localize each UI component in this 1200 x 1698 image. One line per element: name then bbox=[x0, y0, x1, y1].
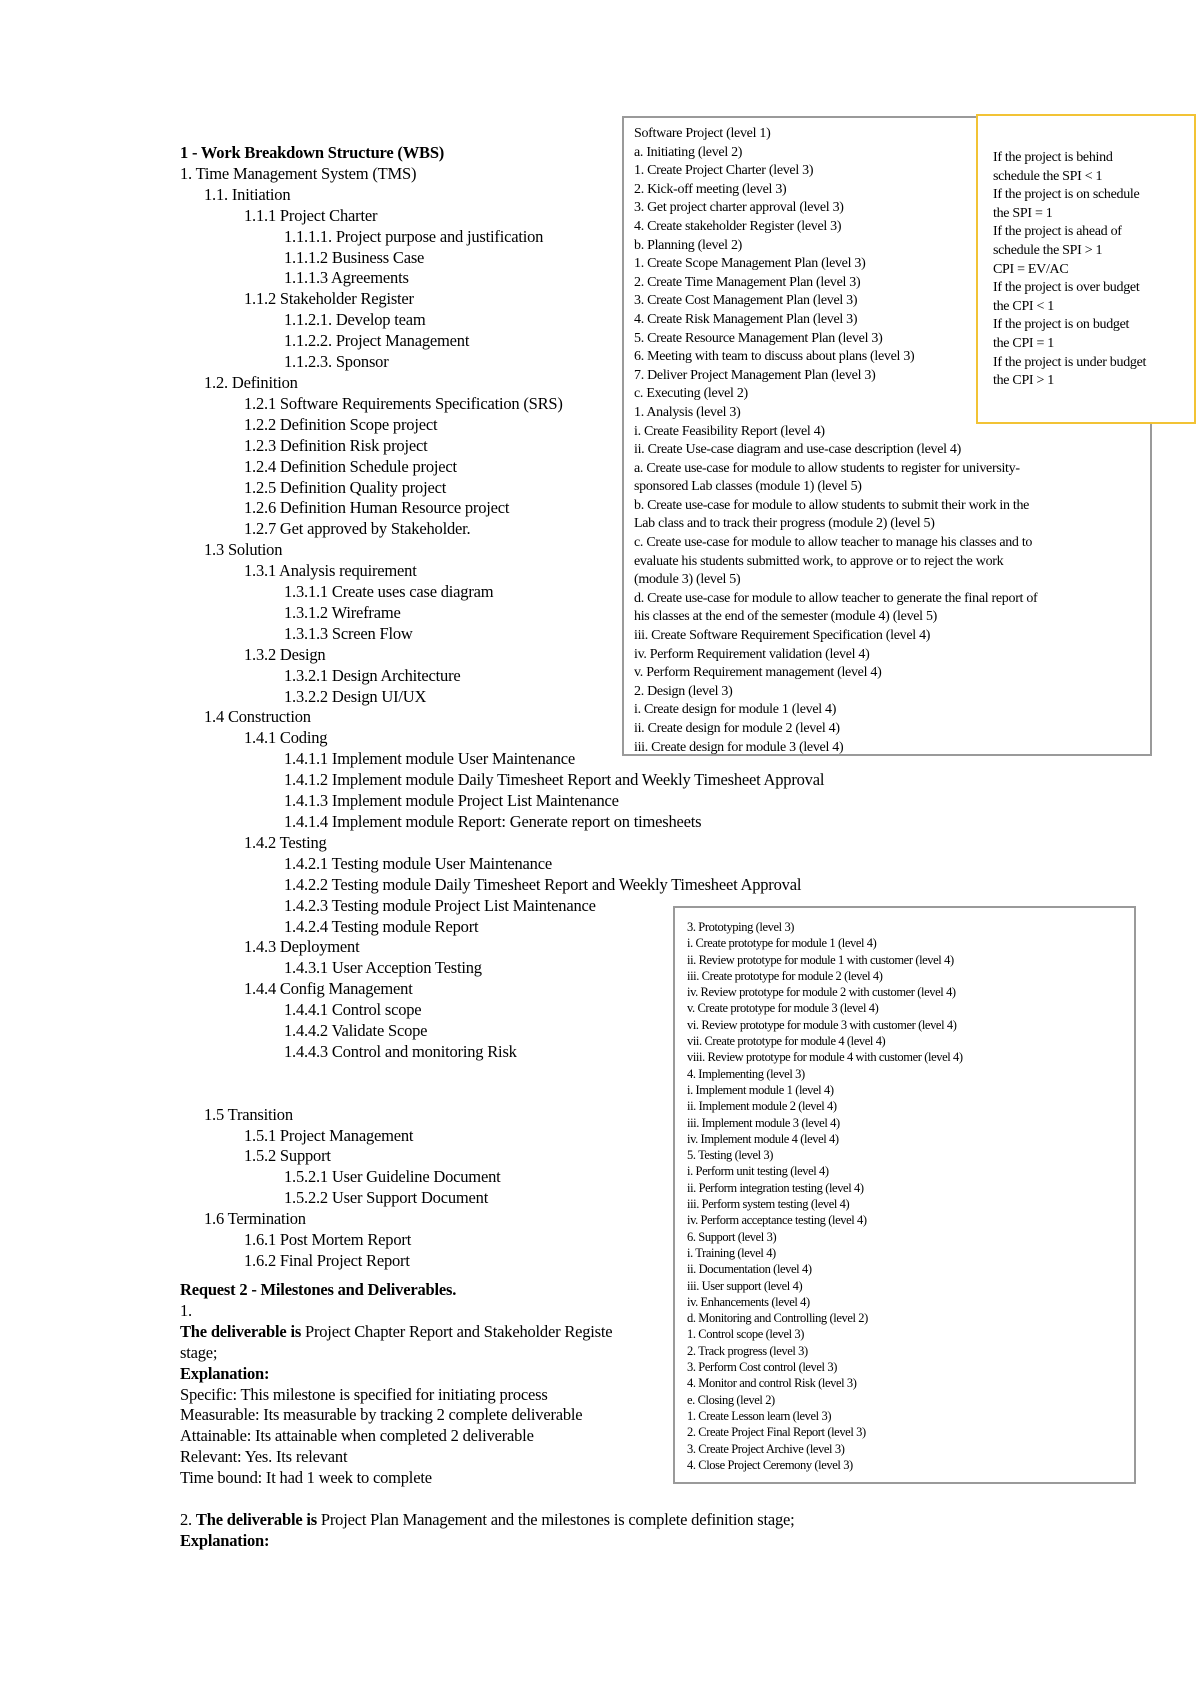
item1-bold-label: The deliverable is bbox=[180, 1321, 302, 1341]
textbox-line: iv. Implement module 4 (level 4) bbox=[687, 1131, 839, 1146]
textbox-line: c. Create use-case for module to allow teacher to manage his classes and to bbox=[634, 535, 1033, 551]
wbs-line: 1.2.2 Definition Scope project bbox=[244, 414, 438, 434]
textbox-line: the CPI > 1 bbox=[993, 373, 1054, 389]
explanation-label: Explanation: bbox=[180, 1363, 270, 1383]
textbox-line: 6. Meeting with team to discuss about plans (level 3) bbox=[634, 349, 915, 365]
wbs-line: 1.5.2.1 User Guideline Document bbox=[284, 1167, 501, 1187]
request2-item1-number: 1. bbox=[180, 1300, 192, 1320]
textbox-line: i. Training (level 4) bbox=[687, 1245, 776, 1260]
wbs-line: 1.4.3.1 User Acception Testing bbox=[284, 958, 482, 978]
textbox-line: his classes at the end of the semester (module 4) (level 5) bbox=[634, 609, 938, 625]
explanation2-label: Explanation: bbox=[180, 1530, 270, 1550]
textbox-line: i. Create Feasibility Report (level 4) bbox=[634, 423, 825, 439]
textbox-line: If the project is on budget bbox=[993, 317, 1130, 333]
textbox-line: 1. Analysis (level 3) bbox=[634, 404, 741, 420]
wbs-line: 1.1.1.1. Project purpose and justification bbox=[284, 226, 544, 246]
wbs-line: 1.3.1.1 Create uses case diagram bbox=[284, 582, 494, 602]
explanation-line: Relevant: Yes. Its relevant bbox=[180, 1447, 348, 1467]
textbox-line: v. Create prototype for module 3 (level 4) bbox=[687, 1001, 879, 1016]
textbox-line: iii. Implement module 3 (level 4) bbox=[687, 1115, 840, 1130]
wbs-line: 1.2. Definition bbox=[204, 372, 298, 392]
wbs-line: 1.2.4 Definition Schedule project bbox=[244, 456, 457, 476]
wbs-line: 1.5.2.2 User Support Document bbox=[284, 1188, 489, 1208]
wbs-line: 1.4.3 Deployment bbox=[244, 937, 360, 957]
textbox-line: a. Initiating (level 2) bbox=[634, 144, 743, 160]
textbox-line: b. Create use-case for module to allow students to submit their work in the bbox=[634, 497, 1030, 513]
textbox-line: i. Create design for module 1 (level 4) bbox=[634, 702, 837, 718]
wbs-line: 1.4.2.2 Testing module Daily Timesheet Report and Weekly Timesheet Approval bbox=[284, 874, 802, 894]
textbox-line: the SPI = 1 bbox=[993, 205, 1053, 221]
wbs-line: 1.1.1 Project Charter bbox=[244, 205, 378, 225]
wbs-line: 1.1.1.3 Agreements bbox=[284, 268, 409, 288]
wbs-line: 1.4 Construction bbox=[204, 707, 311, 727]
wbs-line: 1.4.4 Config Management bbox=[244, 979, 413, 999]
textbox-line: d. Create use-case for module to allow teacher to generate the final report of bbox=[634, 590, 1038, 606]
textbox-line: iv. Enhancements (level 4) bbox=[687, 1294, 810, 1309]
textbox-line: the CPI = 1 bbox=[993, 335, 1054, 351]
textbox-line: 3. Create Cost Management Plan (level 3) bbox=[634, 293, 858, 309]
textbox-line: evaluate his students submitted work, to approve or to reject the work bbox=[634, 553, 1004, 569]
wbs-line: 1.3.1.2 Wireframe bbox=[284, 602, 401, 622]
spi-cpi-list bbox=[993, 149, 1182, 391]
request2-item2 bbox=[180, 1510, 1080, 1531]
textbox-line: 4. Create Risk Management Plan (level 3) bbox=[634, 311, 858, 327]
textbox-line: 7. Deliver Project Management Plan (level 3) bbox=[634, 367, 876, 383]
textbox-line: iv. Review prototype for module 2 with customer (level 4) bbox=[687, 985, 956, 1000]
wbs-heading: 1 - Work Breakdown Structure (WBS) bbox=[180, 143, 445, 162]
textbox-line: 3. Create Project Archive (level 3) bbox=[687, 1441, 845, 1456]
textbox-line: If the project is over budget bbox=[993, 280, 1140, 296]
textbox-line: i. Perform unit testing (level 4) bbox=[687, 1164, 829, 1179]
wbs-line: 1.4.4.2 Validate Scope bbox=[284, 1021, 428, 1041]
explanation-line: Specific: This milestone is specified for initiating process bbox=[180, 1384, 548, 1404]
textbox-line: ii. Documentation (level 4) bbox=[687, 1262, 812, 1277]
item2-text: Project Plan Management and the milestones is complete definition stage; bbox=[316, 1509, 795, 1529]
textbox-line: ii. Create design for module 2 (level 4) bbox=[634, 721, 840, 736]
textbox-line: i. Create prototype for module 1 (level 4) bbox=[687, 936, 877, 951]
textbox-line: 2. Create Time Management Plan (level 3) bbox=[634, 274, 861, 290]
textbox-line: d. Monitoring and Controlling (level 2) bbox=[687, 1311, 868, 1326]
wbs-line: 1.2.3 Definition Risk project bbox=[244, 435, 428, 455]
textbox-line: iii. Create design for module 3 (level 4) bbox=[634, 739, 844, 755]
textbox-line: 1. Control scope (level 3) bbox=[687, 1327, 804, 1342]
textbox-line: 2. Create Project Final Report (level 3) bbox=[687, 1425, 866, 1440]
wbs-line: 1.3.1.3 Screen Flow bbox=[284, 623, 413, 643]
textbox-line: 2. Design (level 3) bbox=[634, 683, 733, 699]
textbox-line: 2. Kick-off meeting (level 3) bbox=[634, 181, 787, 197]
wbs-line: 1.4.4.1 Control scope bbox=[284, 1000, 422, 1020]
item2-bold-label: The deliverable is bbox=[195, 1509, 317, 1529]
wbs-line: 1.2.1 Software Requirements Specification (SRS) bbox=[244, 393, 563, 413]
wbs-line: 1.4.2 Testing bbox=[244, 832, 327, 852]
textbox-line: 4. Create stakeholder Register (level 3) bbox=[634, 218, 842, 234]
wbs-line: 1.6 Termination bbox=[204, 1209, 306, 1229]
wbs-line: 1.3 Solution bbox=[204, 540, 283, 560]
wbs-line: 1.1. Initiation bbox=[204, 184, 291, 204]
textbox-line: 4. Implementing (level 3) bbox=[687, 1066, 805, 1081]
spacer bbox=[180, 1489, 1080, 1510]
textbox-line: 6. Support (level 3) bbox=[687, 1229, 777, 1244]
textbox-line: 3. Prototyping (level 3) bbox=[687, 920, 795, 934]
explanation-line: Time bound: It had 1 week to complete bbox=[180, 1468, 432, 1488]
wbs-line: 1.5.1 Project Management bbox=[244, 1125, 414, 1145]
textbox-line: Lab class and to track their progress (module 2) (level 5) bbox=[634, 516, 935, 532]
textbox-line: ii. Implement module 2 (level 4) bbox=[687, 1099, 837, 1114]
textbox-line: 3. Get project charter approval (level 3) bbox=[634, 200, 844, 216]
textbox-line: the CPI < 1 bbox=[993, 298, 1054, 314]
wbs-line: 1.4.2.1 Testing module User Maintenance bbox=[284, 853, 552, 873]
textbox-line: a. Create use-case for module to allow students to register for university- bbox=[634, 460, 1020, 476]
textbox-line: sponsored Lab classes (module 1) (level 5) bbox=[634, 479, 862, 495]
wbs-line: 1.3.2.1 Design Architecture bbox=[284, 665, 461, 685]
textbox-line: 1. Create Scope Management Plan (level 3) bbox=[634, 256, 866, 272]
wbs-levels-continued-list bbox=[687, 919, 1122, 1473]
textbox-line: If the project is under budget bbox=[993, 354, 1147, 370]
textbox-line: vi. Review prototype for module 3 with customer (level 4) bbox=[687, 1017, 957, 1032]
wbs-line: 1.4.4.3 Control and monitoring Risk bbox=[284, 1041, 517, 1061]
wbs-line: 1.1.2 Stakeholder Register bbox=[244, 289, 414, 309]
wbs-line: 1.3.2.2 Design UI/UX bbox=[284, 686, 427, 706]
wbs-line: 1.4.2.3 Testing module Project List Maintenance bbox=[284, 895, 596, 915]
textbox-line: ii. Review prototype for module 1 with customer (level 4) bbox=[687, 952, 954, 967]
textbox-line: iii. User support (level 4) bbox=[687, 1278, 803, 1293]
wbs-line: 1.4.1.4 Implement module Report: Generate report on timesheets bbox=[284, 812, 702, 831]
explanation-line: Measurable: Its measurable by tracking 2 complete deliverable bbox=[180, 1405, 583, 1425]
wbs-line: 1.2.7 Get approved by Stakeholder. bbox=[244, 519, 471, 539]
textbox-line: vii. Create prototype for module 4 (level 4) bbox=[687, 1034, 886, 1049]
request2-item1-cont: stage; bbox=[180, 1342, 218, 1362]
textbox-line: i. Implement module 1 (level 4) bbox=[687, 1082, 834, 1097]
textbox-line: iv. Perform Requirement validation (level 4) bbox=[634, 646, 870, 662]
textbox-line: v. Perform Requirement management (level 4) bbox=[634, 665, 882, 681]
wbs-line: 1.4.1.1 Implement module User Maintenance bbox=[284, 749, 576, 769]
wbs-line: 1.4.1 Coding bbox=[244, 728, 328, 748]
textbox-line: ii. Perform integration testing (level 4) bbox=[687, 1180, 864, 1195]
wbs-line: 1.1.2.2. Project Management bbox=[284, 331, 470, 351]
wbs-line: 1.5.2 Support bbox=[244, 1146, 331, 1166]
wbs-line: 1.5 Transition bbox=[204, 1104, 293, 1124]
textbox-line: iii. Perform system testing (level 4) bbox=[687, 1197, 850, 1212]
textbox-line: Software Project (level 1) bbox=[634, 126, 771, 141]
wbs-levels-continued-textbox bbox=[673, 906, 1136, 1484]
textbox-line: If the project is behind bbox=[993, 150, 1113, 165]
textbox-line: 2. Track progress (level 3) bbox=[687, 1343, 808, 1358]
textbox-line: 1. Create Project Charter (level 3) bbox=[634, 163, 814, 179]
spi-cpi-textbox bbox=[976, 114, 1196, 424]
wbs-line: 1.4.1.3 Implement module Project List Maintenance bbox=[284, 791, 619, 811]
wbs-line: 1.1.2.3. Sponsor bbox=[284, 352, 389, 372]
textbox-line: 4. Close Project Ceremony (level 3) bbox=[687, 1457, 853, 1472]
item1-text: Project Chapter Report and Stakeholder Registe bbox=[301, 1321, 613, 1341]
textbox-line: 3. Perform Cost control (level 3) bbox=[687, 1360, 837, 1375]
textbox-line: schedule the SPI < 1 bbox=[993, 168, 1103, 184]
textbox-line: (module 3) (level 5) bbox=[634, 572, 741, 588]
textbox-line: CPI = EV/AC bbox=[993, 261, 1069, 277]
textbox-line: iii. Create Software Requirement Specification (level 4) bbox=[634, 628, 931, 644]
item2-number: 2. bbox=[180, 1509, 192, 1529]
textbox-line: e. Closing (level 2) bbox=[687, 1392, 775, 1407]
textbox-line: c. Executing (level 2) bbox=[634, 386, 748, 402]
wbs-line: 1.2.6 Definition Human Resource project bbox=[244, 498, 510, 518]
textbox-line: 5. Testing (level 3) bbox=[687, 1148, 774, 1163]
textbox-line: iii. Create prototype for module 2 (level 4) bbox=[687, 968, 883, 983]
request2-heading: Request 2 - Milestones and Deliverables. bbox=[180, 1280, 457, 1299]
textbox-line: ii. Create Use-case diagram and use-case description (level 4) bbox=[634, 442, 961, 458]
wbs-line: 1.3.2 Design bbox=[244, 644, 326, 664]
textbox-line: iv. Perform acceptance testing (level 4) bbox=[687, 1213, 867, 1228]
textbox-line: 4. Monitor and control Risk (level 3) bbox=[687, 1376, 857, 1391]
textbox-line: b. Planning (level 2) bbox=[634, 237, 743, 253]
textbox-line: If the project is ahead of bbox=[993, 224, 1122, 240]
explanation-line: Attainable: Its attainable when completed 2 deliverable bbox=[180, 1426, 534, 1446]
textbox-line: If the project is on schedule bbox=[993, 187, 1140, 203]
wbs-line: 1.1.1.2 Business Case bbox=[284, 247, 425, 267]
textbox-line: viii. Review prototype for module 4 with customer (level 4) bbox=[687, 1050, 963, 1065]
wbs-line: 1.2.5 Definition Quality project bbox=[244, 477, 447, 497]
wbs-line: 1.6.1 Post Mortem Report bbox=[244, 1230, 412, 1250]
wbs-line: 1.3.1 Analysis requirement bbox=[244, 561, 417, 581]
textbox-line: 5. Create Resource Management Plan (level 3) bbox=[634, 330, 883, 346]
textbox-line: 1. Create Lesson learn (level 3) bbox=[687, 1408, 832, 1423]
wbs-line: 1.1.2.1. Develop team bbox=[284, 310, 426, 330]
wbs-line: 1.4.1.2 Implement module Daily Timesheet Report and Weekly Timesheet Approval bbox=[284, 770, 825, 790]
textbox-line: schedule the SPI > 1 bbox=[993, 242, 1103, 258]
wbs-line: 1. Time Management System (TMS) bbox=[180, 163, 417, 183]
wbs-line: 1.6.2 Final Project Report bbox=[244, 1251, 410, 1270]
wbs-line: 1.4.2.4 Testing module Report bbox=[284, 916, 479, 936]
